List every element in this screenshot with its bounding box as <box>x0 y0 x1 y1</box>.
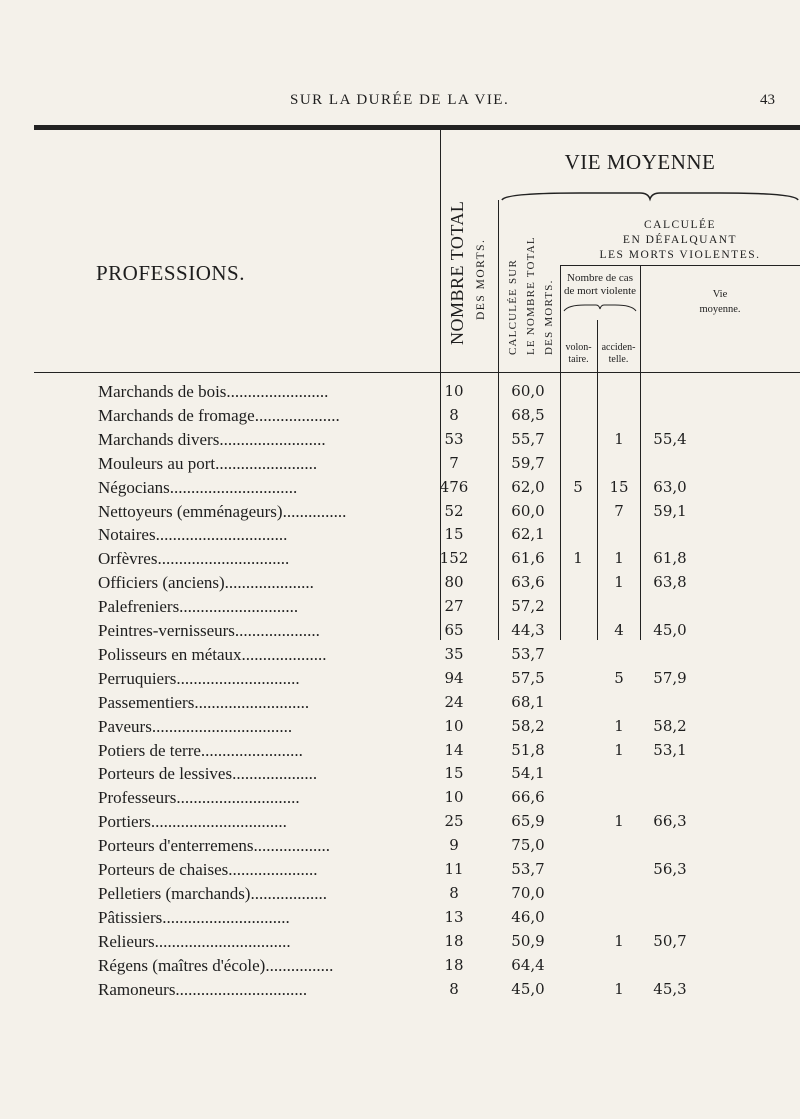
table-row <box>0 932 800 957</box>
vie-moyenne-total: 64,4 <box>511 955 545 974</box>
profession-name: Polisseurs en métaux.................... <box>98 644 327 664</box>
morts-accidentelles: 1 <box>614 979 624 998</box>
total-morts: 11 <box>444 860 464 878</box>
vie-moyenne-total: 55,7 <box>511 429 545 448</box>
table-row <box>0 884 800 909</box>
vie-moyenne-total: 68,5 <box>511 405 545 424</box>
profession-name: Mouleurs au port........................ <box>98 453 318 473</box>
profession-name: Portiers................................ <box>98 812 287 832</box>
table-row <box>0 956 800 981</box>
vie-moyenne-defalquee: 55,4 <box>653 429 687 448</box>
nombre-cas-heading: Nombre de cas de mort violente <box>563 272 637 297</box>
table-row <box>0 597 800 622</box>
total-morts: 8 <box>449 979 459 998</box>
profession-name: Marchands divers......................... <box>98 429 326 449</box>
vie-moyenne-total: 44,3 <box>511 621 545 639</box>
accidentelle-heading: acciden- telle. <box>601 342 636 365</box>
vie-moyenne-total: 60,0 <box>511 382 545 400</box>
total-morts: 9 <box>449 836 459 855</box>
profession-name: Passementiers........................... <box>98 692 310 712</box>
profession-name: Peintres-vernisseurs.................... <box>98 621 320 640</box>
table-row <box>0 502 800 527</box>
table-row <box>0 836 800 861</box>
profession-name: Pelletiers (marchands).................. <box>98 883 327 903</box>
calc-rule <box>560 265 800 266</box>
vie-moyenne-total: 62,1 <box>511 525 545 544</box>
vie-moyenne-defalquee: 61,8 <box>653 549 687 568</box>
calculee-sur-line1: CALCULÉE SUR <box>507 259 519 355</box>
total-morts: 10 <box>444 716 464 735</box>
page-number: 43 <box>760 92 775 108</box>
total-morts: 65 <box>444 621 464 639</box>
calculee-defalquant-heading <box>560 218 800 263</box>
total-morts: 53 <box>444 429 464 448</box>
vie-moyenne-defalquee: 50,7 <box>653 931 687 950</box>
total-morts: 13 <box>444 907 464 926</box>
profession-name: Porteurs de lessives.................... <box>98 764 318 784</box>
calculee-sur-line2: LE NOMBRE TOTAL <box>525 236 537 355</box>
table-row <box>0 788 800 813</box>
vie-moyenne-total: 68,1 <box>511 692 545 711</box>
vie-moyenne-subheading: Vie moyenne. <box>699 289 741 315</box>
profession-name: Porteurs de chaises..................... <box>98 860 318 879</box>
calc-title-line1: CALCULÉE <box>643 219 717 231</box>
running-title: SUR LA DURÉE DE LA VIE. <box>290 92 510 108</box>
vie-moyenne-defalquee: 63,0 <box>653 477 687 496</box>
table-row <box>0 645 800 670</box>
profession-name: Perruquiers............................. <box>98 668 300 688</box>
total-morts: 8 <box>449 883 459 902</box>
vie-moyenne-total: 50,9 <box>511 931 545 950</box>
total-morts: 94 <box>444 668 464 687</box>
header-bottom-rule <box>34 372 800 373</box>
morts-accidentelles: 4 <box>614 621 624 639</box>
morts-accidentelles: 1 <box>614 716 624 735</box>
profession-name: Marchands de fromage.................... <box>98 405 340 425</box>
table-row <box>0 573 800 598</box>
profession-name: Régens (maîtres d'école)................ <box>98 955 334 975</box>
profession-name: Nettoyeurs (emménageurs)............... <box>98 501 347 521</box>
calc-title-line2: EN DÉFALQUANT <box>622 234 738 246</box>
professions-heading: PROFESSIONS. <box>96 261 245 285</box>
vie-moyenne-total: 75,0 <box>511 836 545 855</box>
table-row <box>0 741 800 766</box>
profession-name: Officiers (anciens)..................... <box>98 573 314 593</box>
top-rule <box>34 125 800 130</box>
total-morts: 35 <box>444 644 464 663</box>
vie-moyenne-total: 66,6 <box>511 788 545 807</box>
morts-accidentelles: 1 <box>614 429 624 448</box>
morts-accidentelles: 5 <box>614 668 624 687</box>
vie-moyenne-total: 46,0 <box>511 907 545 926</box>
total-morts: 7 <box>449 453 459 472</box>
total-morts: 14 <box>444 740 464 759</box>
table-row <box>0 764 800 789</box>
vie-moyenne-total: 57,2 <box>511 597 545 616</box>
total-morts: 15 <box>444 525 464 544</box>
profession-name: Paveurs................................. <box>98 716 293 736</box>
vie-moyenne-total: 63,6 <box>511 573 545 592</box>
vie-moyenne-total: 53,7 <box>511 860 545 878</box>
profession-name: Orfèvres............................... <box>98 549 290 569</box>
table-row <box>0 860 800 885</box>
table-row <box>0 980 800 1005</box>
table-row <box>0 621 800 646</box>
vie-moyenne-total: 62,0 <box>511 477 545 496</box>
nombre-total-heading: NOMBRE TOTAL <box>447 200 467 345</box>
vie-moyenne-defalquee: 63,8 <box>653 573 687 592</box>
profession-name: Notaires............................... <box>98 525 288 545</box>
vie-moyenne-total: 51,8 <box>511 740 545 759</box>
profession-name: Professeurs............................. <box>98 788 300 808</box>
total-morts: 52 <box>444 501 464 520</box>
vie-moyenne-total: 45,0 <box>511 979 545 998</box>
calc-title-line3: LES MORTS VIOLENTES. <box>599 249 761 261</box>
profession-name: Ramoneurs............................... <box>98 979 308 999</box>
table-row <box>0 693 800 718</box>
vie-moyenne-brace <box>500 190 800 210</box>
vie-moyenne-total: 70,0 <box>511 883 545 902</box>
table-row <box>0 812 800 837</box>
morts-accidentelles: 1 <box>614 740 624 759</box>
morts-volontaires: 5 <box>573 477 583 496</box>
table-row <box>0 382 800 407</box>
morts-volontaires: 1 <box>573 549 583 568</box>
profession-name: Négocians.............................. <box>98 477 298 497</box>
total-morts: 25 <box>444 812 464 831</box>
total-morts: 80 <box>444 573 464 592</box>
table-row <box>0 908 800 933</box>
vie-moyenne-total: 60,0 <box>511 501 545 520</box>
morts-accidentelles: 15 <box>609 477 629 496</box>
profession-name: Potiers de terre........................ <box>98 740 303 760</box>
vie-moyenne-defalquee: 45,3 <box>653 979 687 998</box>
volontaire-heading: volon- taire. <box>565 342 592 365</box>
total-morts: 10 <box>444 382 464 400</box>
vie-moyenne-total: 61,6 <box>511 549 545 568</box>
profession-name: Porteurs d'enterremens.................. <box>98 836 331 856</box>
vie-moyenne-total: 53,7 <box>511 644 545 663</box>
morts-accidentelles: 1 <box>614 573 624 592</box>
vie-moyenne-defalquee: 58,2 <box>653 716 687 735</box>
vie-moyenne-defalquee: 57,9 <box>653 668 687 687</box>
vie-moyenne-total: 65,9 <box>511 812 545 831</box>
total-morts: 18 <box>444 955 464 974</box>
profession-name: Pâtissiers.............................. <box>98 907 290 927</box>
vie-moyenne-total: 57,5 <box>511 668 545 687</box>
vie-moyenne-defalquee: 59,1 <box>653 501 687 520</box>
morts-accidentelles: 1 <box>614 549 624 568</box>
table-row <box>0 454 800 479</box>
vie-moyenne-defalquee: 53,1 <box>653 740 687 759</box>
morts-accidentelles: 1 <box>614 931 624 950</box>
total-morts: 24 <box>444 692 464 711</box>
table-row <box>0 717 800 742</box>
vie-moyenne-defalquee: 45,0 <box>653 621 687 639</box>
vie-moyenne-total: 54,1 <box>511 764 545 783</box>
profession-name: Relieurs................................ <box>98 931 291 951</box>
morts-accidentelles: 1 <box>614 812 624 831</box>
table-row <box>0 669 800 694</box>
total-morts: 18 <box>444 931 464 950</box>
table-row <box>0 525 800 550</box>
table-row <box>0 549 800 574</box>
total-morts: 15 <box>444 764 464 783</box>
table-row <box>0 478 800 503</box>
total-morts: 8 <box>449 405 459 424</box>
table-row <box>0 406 800 431</box>
vie-moyenne-total: 59,7 <box>511 453 545 472</box>
profession-name: Palefreniers............................ <box>98 597 299 617</box>
profession-name: Marchands de bois........................ <box>98 382 329 401</box>
table-row <box>0 430 800 455</box>
nombre-cas-brace <box>560 301 640 315</box>
total-morts: 10 <box>444 788 464 807</box>
morts-accidentelles: 7 <box>614 501 624 520</box>
calculee-sur-line3: DES MORTS. <box>543 279 555 355</box>
total-morts: 152 <box>439 549 469 568</box>
total-morts: 27 <box>444 597 464 616</box>
running-head <box>0 92 800 112</box>
vie-moyenne-defalquee: 66,3 <box>653 812 687 831</box>
vie-moyenne-heading: VIE MOYENNE <box>564 150 716 174</box>
des-morts-heading: DES MORTS. <box>475 238 487 320</box>
vie-moyenne-defalquee: 56,3 <box>653 860 687 878</box>
vie-moyenne-total: 58,2 <box>511 716 545 735</box>
total-morts: 476 <box>439 477 469 496</box>
